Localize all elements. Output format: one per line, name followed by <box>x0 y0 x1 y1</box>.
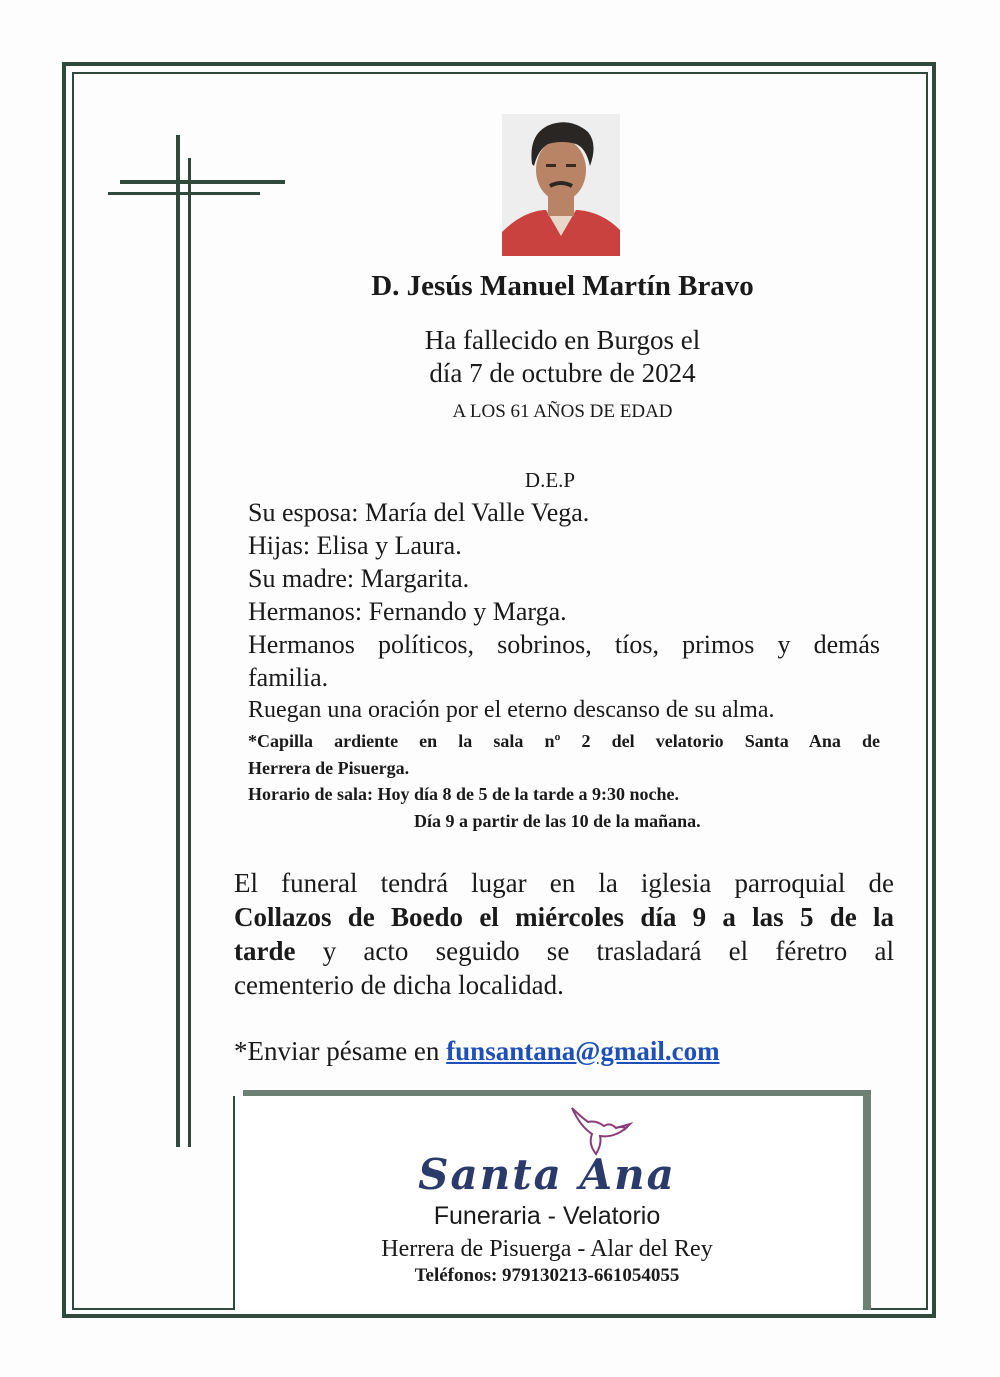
condolence-line <box>234 1036 720 1067</box>
death-line-1: Ha fallecido en Burgos el <box>424 325 701 355</box>
family-daughters: Hijas: Elisa y Laura. <box>248 531 462 560</box>
dep-line: D.E.P <box>524 468 576 492</box>
age-line: A LOS 61 AÑOS DE EDAD <box>452 401 673 422</box>
chapel-hours <box>248 781 701 835</box>
prayer-line: Ruegan una oración por el eterno descanso de su alma. <box>248 697 775 723</box>
brand-logo: Santa Ana <box>418 1150 676 1199</box>
family-mother: Su madre: Margarita. <box>248 564 470 593</box>
condolence-prefix: *Enviar pésame en <box>234 1036 447 1066</box>
deceased-name: D. Jesús Manuel Martín Bravo <box>371 270 754 302</box>
funeral-bold-tarde: tarde <box>234 936 296 966</box>
chapel-line-2: Herrera de Pisuerga. <box>248 758 410 778</box>
funeral-info <box>234 866 894 1002</box>
condolence-email-link[interactable]: funsantana@gmail.com <box>446 1036 720 1066</box>
funeral-line-3 <box>234 934 894 968</box>
family-siblings: Hermanos: Fernando y Marga. <box>248 597 567 626</box>
death-info <box>0 324 1000 390</box>
funeral-line-2: Collazos de Boedo el miércoles día 9 a las 5 de la <box>234 902 894 932</box>
chapel-line-1: *Capilla ardiente en la sala nº 2 del velatorio Santa Ana de <box>248 731 880 751</box>
funeral-line-1: El funeral tendrá lugar en la iglesia parroquial de <box>234 868 894 898</box>
family-others-1: Hermanos políticos, sobrinos, tíos, primos y demás <box>248 630 880 659</box>
funeral-line-3-rest: y acto seguido se trasladará el féretro al <box>295 936 894 966</box>
hours-line-2: Día 9 a partir de las 10 de la mañana. <box>414 811 701 831</box>
funeral-line-4: cementerio de dicha localidad. <box>234 970 564 1000</box>
death-line-2: día 7 de octubre de 2024 <box>429 358 696 388</box>
business-phones: Teléfonos: 979130213-661054055 <box>414 1265 680 1286</box>
business-locations: Herrera de Pisuerga - Alar del Rey <box>381 1236 713 1262</box>
hours-line-1: Horario de sala: Hoy día 8 de 5 de la tarde a 9:30 noche. <box>248 784 679 804</box>
family-others-2: familia. <box>248 663 329 692</box>
portrait-photo <box>502 114 620 256</box>
family-list <box>248 496 880 694</box>
family-spouse: Su esposa: María del Valle Vega. <box>248 498 590 527</box>
chapel-info <box>248 728 880 782</box>
business-subtitle: Funeraria - Velatorio <box>433 1202 661 1230</box>
